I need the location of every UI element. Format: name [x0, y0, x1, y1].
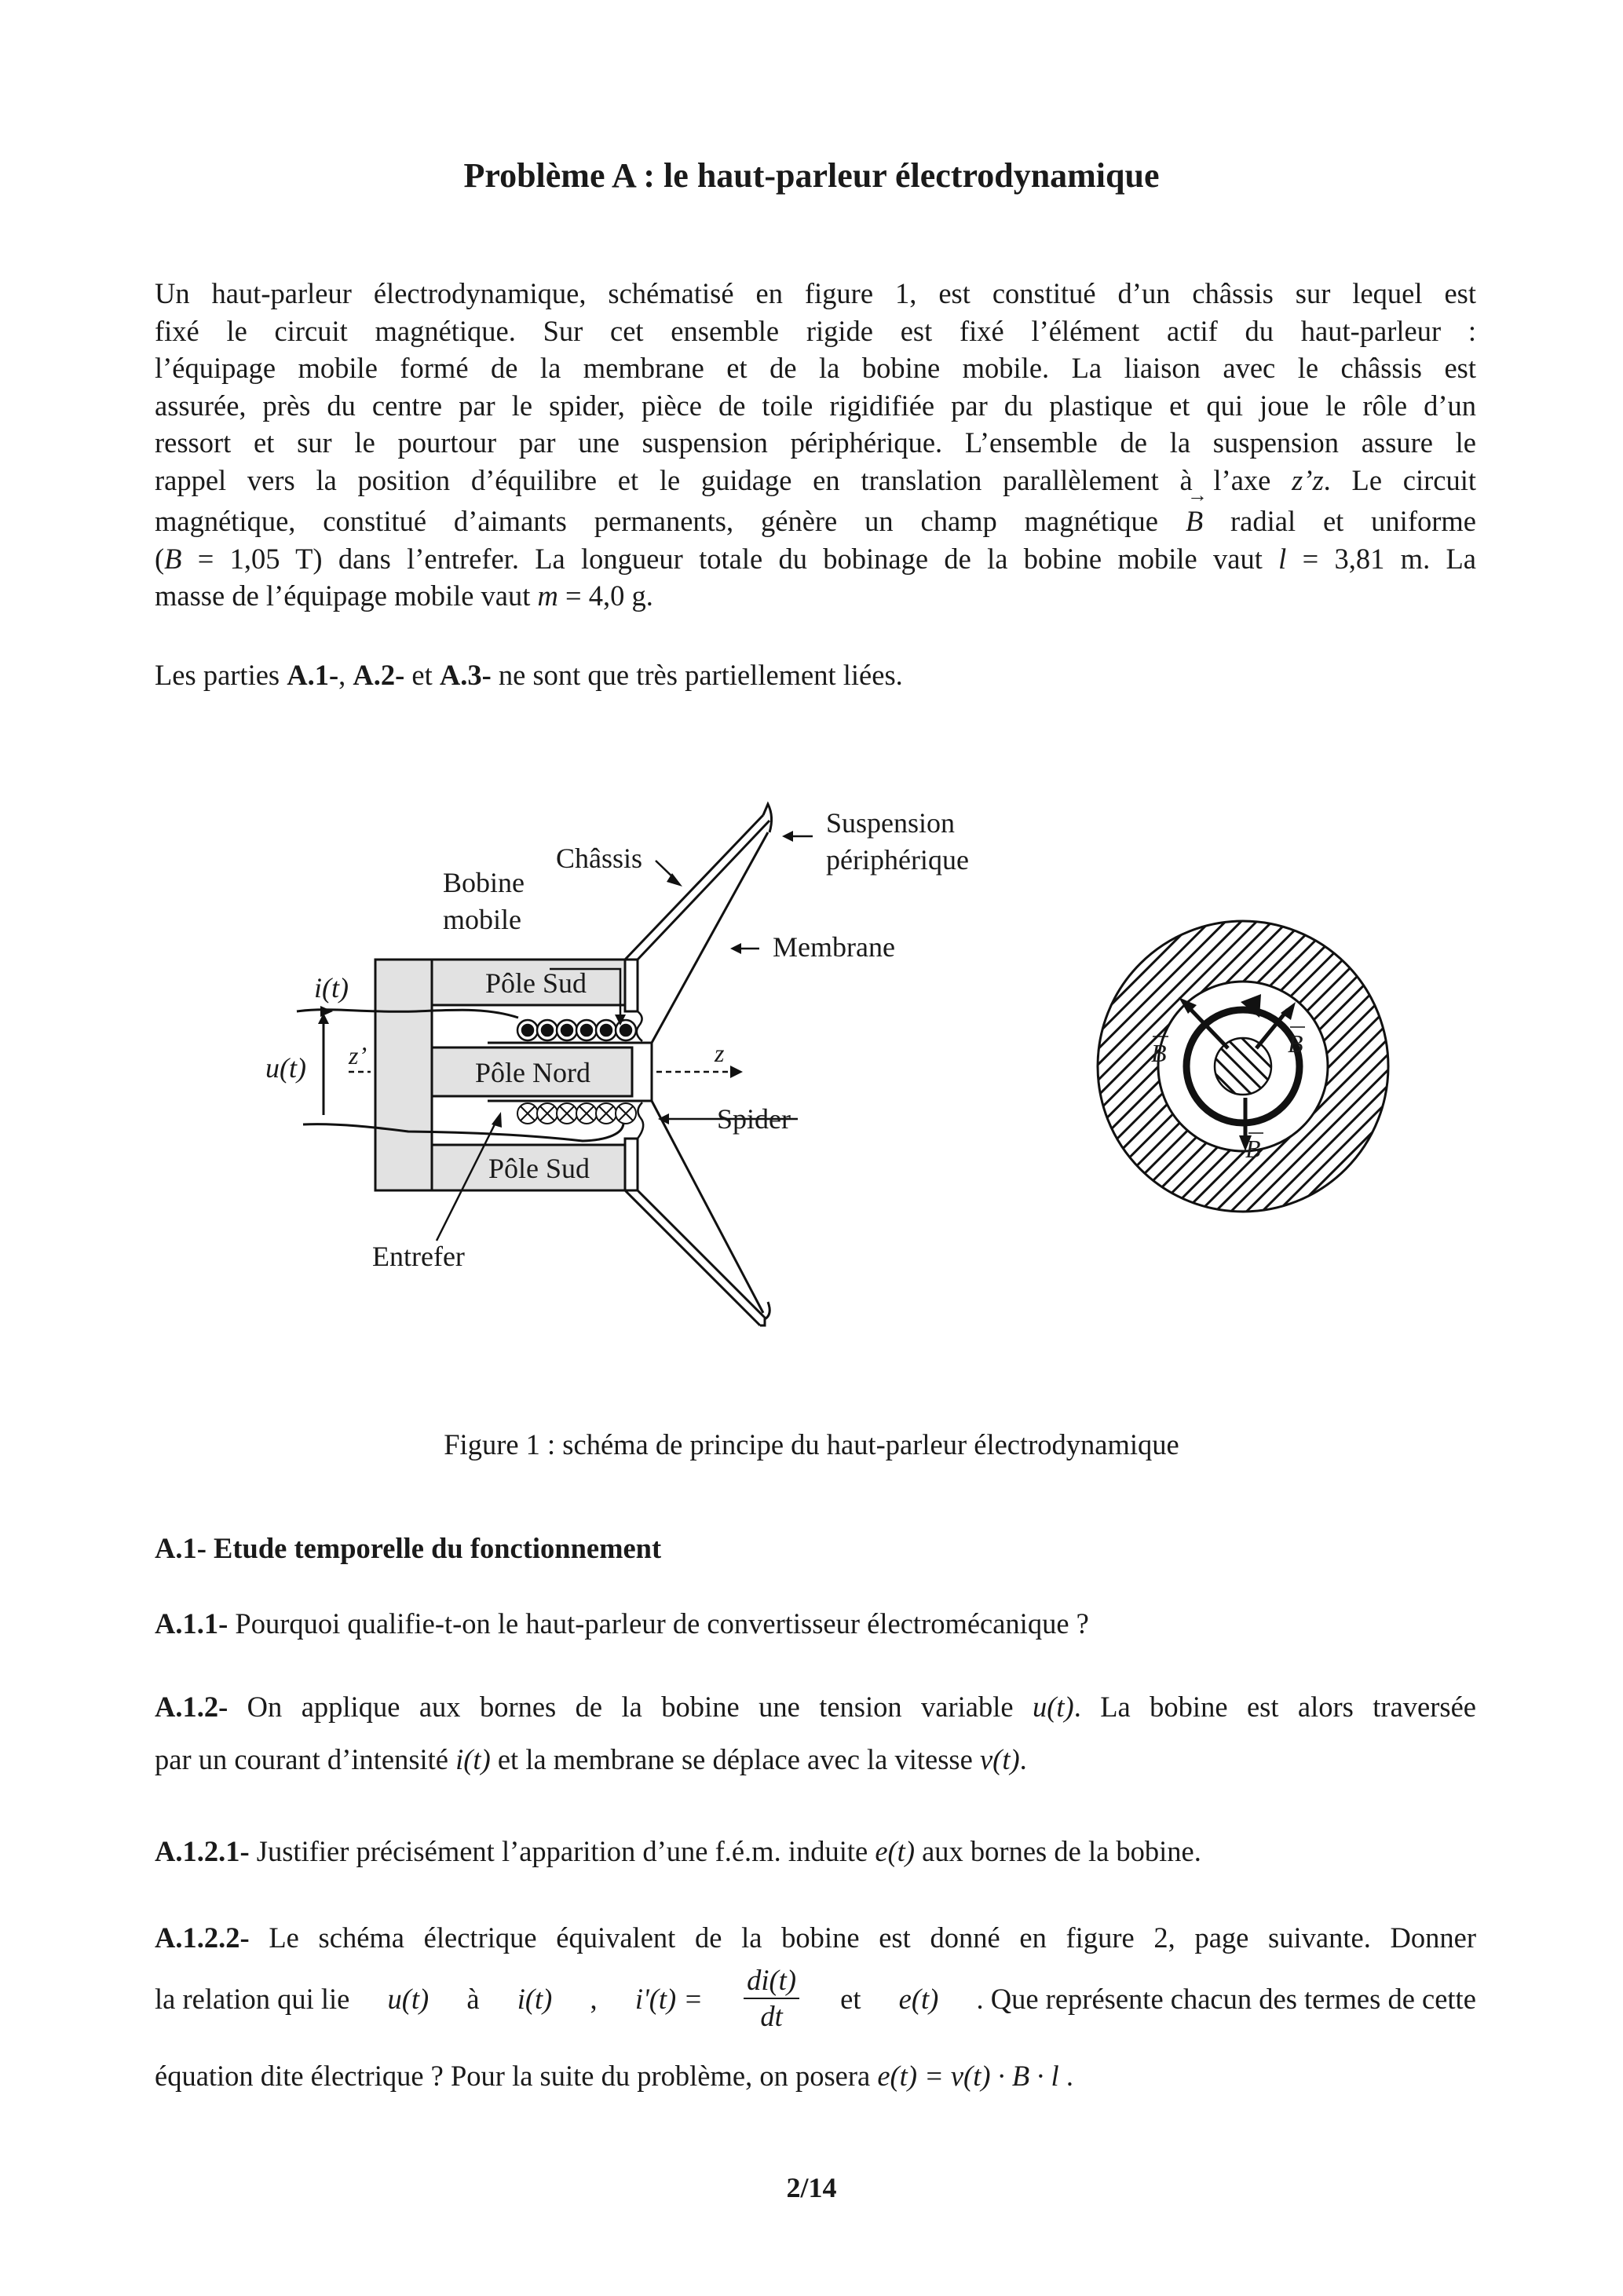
math: i'(t) =: [634, 1982, 703, 2015]
text: et: [404, 659, 440, 691]
back-plate: [375, 960, 432, 1190]
math: e(t): [875, 1835, 915, 1867]
label-suspension: Suspension: [826, 807, 956, 839]
question-a12-line1: [155, 1690, 1476, 1724]
coil-turns-bottom: [517, 1103, 636, 1124]
label-axis-start: z’: [349, 1041, 367, 1069]
text: . Le circuit: [1323, 464, 1476, 496]
label-entrefer: Entrefer: [372, 1241, 465, 1272]
axis-symbol: z’z: [1292, 464, 1324, 496]
text: ,: [338, 659, 353, 691]
label-bobine-2: mobile: [443, 904, 521, 935]
intro-line: assurée, près du centre par le spider, pièce de toile rigidifiée par du plastique et qui joue le rôle d’un: [155, 389, 1476, 422]
intro-line: Un haut-parleur électrodynamique, schématisé en figure 1, est constitué d’un châssis sur lequel est: [155, 277, 1476, 309]
text: et la membrane se déplace avec la vitesse: [490, 1743, 980, 1775]
vector-B: → B: [1186, 504, 1203, 538]
text: On applique aux bornes de la bobine une tension variable: [228, 1691, 1033, 1723]
question-number: A.1.1-: [155, 1607, 228, 1640]
question-a122-line3: [155, 2059, 1476, 2093]
intro-line: ressort et sur le pourtour par une suspension périphérique. L’ensemble de la suspension assure le: [155, 426, 1476, 459]
question-a122-line1: [155, 1921, 1476, 1954]
page-number: 2/14: [786, 2172, 837, 2203]
central-pole: [1215, 1038, 1271, 1095]
question-number: A.1.2.2-: [155, 1921, 250, 1954]
label-membrane: Membrane: [773, 931, 895, 963]
label-spider: Spider: [717, 1103, 791, 1135]
question-number: A.1.2.1-: [155, 1835, 250, 1867]
problem-title: Problème A : le haut-parleur électrodynamique: [463, 156, 1160, 195]
axis-arrow-icon: [730, 1066, 743, 1078]
text: par un courant d’intensité: [155, 1743, 456, 1775]
intro-line: l’équipage mobile formé de la membrane et de la bobine mobile. La liaison avec le châssis est: [155, 352, 1476, 384]
symbol-m: m: [537, 579, 558, 612]
coil-turns-top: [517, 1020, 636, 1040]
label-chassis: Châssis: [556, 843, 643, 874]
question-a11: [155, 1607, 1476, 1640]
math: e(t): [898, 1982, 939, 2015]
label-axis-end: z: [715, 1039, 725, 1067]
math: v(t): [979, 1743, 1020, 1775]
text: . La bobine est alors traversée: [1073, 1691, 1476, 1723]
text: .: [1019, 1743, 1027, 1775]
label-voltage: u(t): [265, 1052, 306, 1084]
math: u(t): [387, 1982, 430, 2015]
field-label-B-right: B: [1288, 1029, 1303, 1058]
part-ref: A.1-: [287, 659, 339, 691]
fraction-numerator: di(t): [744, 1965, 799, 1999]
part-ref: A.3-: [439, 659, 492, 691]
symbol-B: B: [164, 543, 182, 575]
question-number: A.1.2-: [155, 1691, 228, 1723]
symbol-l: l: [1278, 543, 1287, 575]
text: la relation qui lie: [155, 1982, 350, 2015]
text: rappel vers la position d’équilibre et le guidage en translation parallèlement à l’axe: [155, 464, 1292, 496]
label-suspension-2: périphérique: [826, 844, 969, 876]
text: = 1,05 T) dans l’entrefer. La longueur totale du bobinage de la bobine mobile vaut: [181, 543, 1279, 575]
math: u(t): [1033, 1691, 1074, 1723]
voltage-arrow-icon: [318, 1013, 329, 1024]
label-pole-nord: Pôle Nord: [475, 1057, 590, 1088]
question-a122-line2: [155, 1963, 1476, 2034]
math: e(t) = v(t) · B · l: [877, 2060, 1059, 2092]
question-a121: [155, 1834, 1476, 1868]
figure-caption: Figure 1 : schéma de principe du haut-parleur électrodynamique: [444, 1428, 1179, 1461]
label-pole-sud-top: Pôle Sud: [485, 967, 587, 999]
text: magnétique, constitué d’aimants permanents, génère un champ magnétique: [155, 505, 1186, 537]
section-heading: A.1- Etude temporelle du fonctionnement: [155, 1532, 662, 1564]
text: radial et uniforme: [1203, 505, 1476, 537]
current-arrow-icon: [320, 1006, 333, 1017]
label-bobine: Bobine: [443, 867, 525, 898]
spider: [637, 1011, 643, 1139]
text: . Que représente chacun des termes de cette: [976, 1982, 1476, 2015]
text: aux bornes de la bobine.: [914, 1835, 1201, 1867]
text: = 3,81 m. La: [1286, 543, 1476, 575]
text: masse de l’équipage mobile vaut: [155, 579, 538, 612]
part-ref: A.2-: [353, 659, 405, 691]
intro-line: fixé le circuit magnétique. Sur cet ensemble rigide est fixé l’élément actif du haut-parleur :: [155, 315, 1476, 347]
derivative-fraction: [744, 1965, 799, 2032]
math: i(t): [517, 1982, 553, 2015]
text: = 4,0 g.: [557, 579, 653, 612]
text: ,: [590, 1982, 598, 2015]
label-pole-sud-bottom: Pôle Sud: [488, 1153, 590, 1184]
question-a12-line2: [155, 1742, 1476, 1776]
text: Justifier précisément l’apparition d’une f.é.m. induite: [249, 1835, 875, 1867]
text: .: [1058, 2060, 1073, 2092]
field-label-B-left: B: [1151, 1039, 1167, 1067]
label-current: i(t): [314, 972, 349, 1004]
text: ne sont que très partiellement liées.: [491, 659, 903, 691]
text: et: [840, 1982, 861, 2015]
text: équation dite électrique ? Pour la suite du problème, on posera: [155, 2060, 878, 2092]
text: Les parties: [155, 659, 287, 691]
text: (: [155, 543, 165, 575]
text: à: [466, 1982, 480, 2015]
field-label-B-bottom: B: [1245, 1135, 1261, 1163]
cross-section-view: [1098, 921, 1388, 1212]
chassis-cone: [625, 815, 769, 1325]
text: Le schéma électrique équivalent de la bobine est donné en figure 2, page suivante. Donner: [249, 1921, 1476, 1954]
math: i(t): [455, 1743, 491, 1775]
front-plate-top: [625, 960, 638, 1011]
question-text: Pourquoi qualifie-t-on le haut-parleur de convertisseur électromécanique ?: [228, 1607, 1089, 1640]
front-plate-bottom: [625, 1139, 638, 1190]
fraction-denominator: dt: [760, 2000, 783, 2032]
